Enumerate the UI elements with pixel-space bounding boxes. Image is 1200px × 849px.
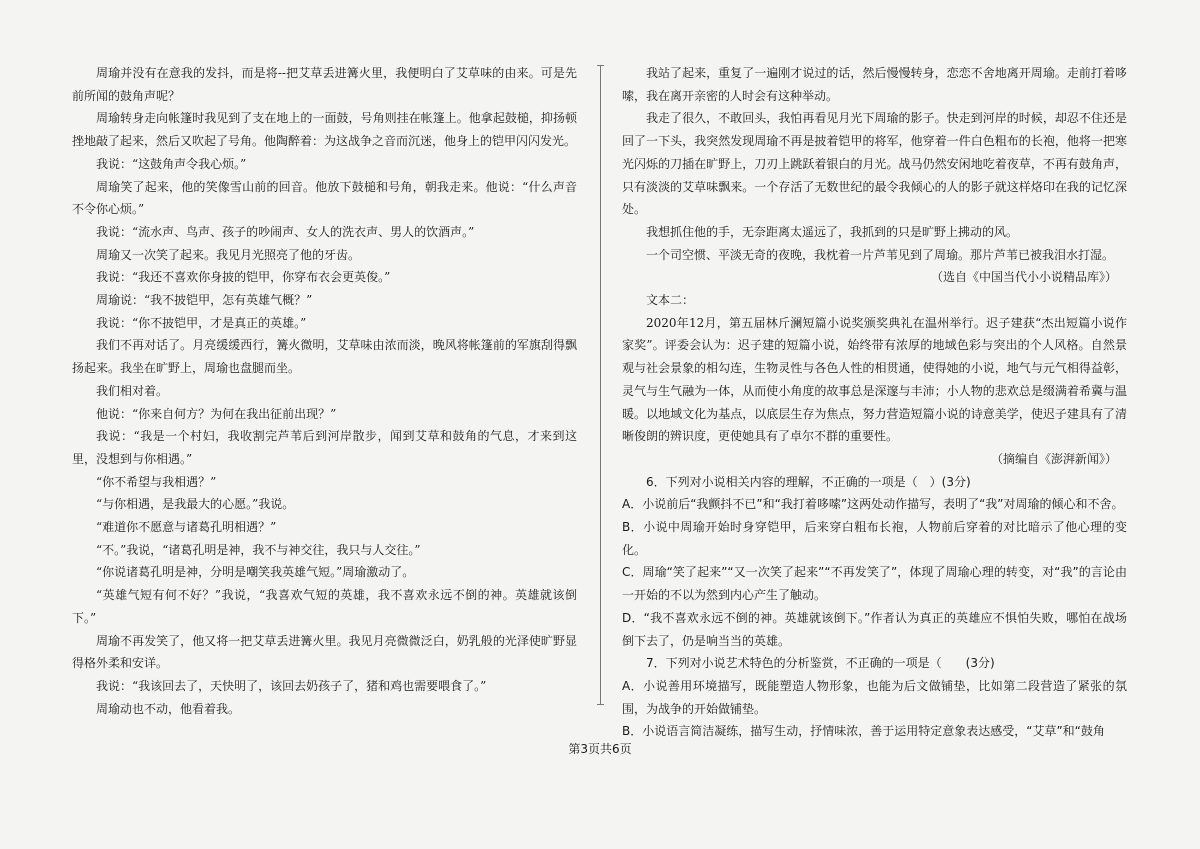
story-paragraph: 周瑜转身走向帐篷时我见到了支在地上的一面鼓，号角则挂在帐篷上。他拿起鼓槌，抑扬顿挫地敲了起来，然后又吹起了号角。他陶醉着：为这战争之音而沉迷，他身上的铠甲闪闪发光。	[72, 111, 577, 149]
divider-tick	[597, 704, 604, 705]
story-paragraph: 一个司空惯、平淡无奇的夜晚，我枕着一片芦苇见到了周瑜。那片芦苇已被我泪水打湿。	[646, 247, 1115, 262]
right-column	[622, 62, 1127, 743]
story-paragraph: 我说：“我还不喜欢你身披的铠甲，你穿布衣会更英俊。”	[96, 270, 391, 285]
divider-tick	[597, 65, 604, 66]
question-6	[622, 471, 1127, 653]
text2-body: 2020年12月，第五届林斤澜短篇小说奖颁奖典礼在温州举行。迟子建获“杰出短篇小说作家奖”。评委会认为：迟子建的短篇小说，始终带有浓厚的地域色彩与突出的个人风格。自然景观与社会景象的相勾连，生物灵性与各色人性的相贯通，使得她的小说，地气与元气相得益彰，灵气与生气融为一体，从而使小角度的故事总是深邃与丰沛；小人物的悲欢总是缀满着希冀与温暖。以地域文化为基点，以底层生存为焦点，努力营造短篇小说的诗意美学，使迟子建具有了清晰俊朗的辨识度，更使她具有了卓尔不群的重要性。	[622, 315, 1127, 444]
question-6-option-a: A．小说前后“我颤抖不已”和“我打着哆嗦”这两处动作描写，表明了“我”对周瑜的倾心和不舍。	[622, 497, 1124, 512]
story-paragraph: “你说诸葛孔明是神，分明是嘲笑我英雄气短。”周瑜激动了。	[96, 565, 415, 580]
story-paragraph: 我站了起来，重复了一遍刚才说过的话，然后慢慢转身，恋恋不舍地离开周瑜。走前打着哆嗦，我在离开亲密的人时会有这种举动。	[622, 66, 1127, 103]
story-paragraph: 周瑜笑了起来，他的笑像雪山前的回音。他放下鼓槌和号角，朝我走来。他说：“什么声音不令你心烦。”	[72, 179, 577, 217]
page-footer: 第3页共6页	[568, 742, 632, 756]
question-6-option-b: B．小说中周瑜开始时身穿铠甲，后来穿白粗布长袍，人物前后穿着的对比暗示了他心理的变化。	[622, 520, 1127, 557]
left-column	[72, 62, 577, 720]
source-citation-2: （摘编自《澎湃新闻》）	[990, 451, 1117, 466]
story-paragraph: “你不希望与我相遇？”	[96, 474, 217, 489]
question-7-option-b: B．小说语言简洁凝练，描写生动，抒情味浓，善于运用特定意象表达感受，“艾草”和“鼓角	[622, 724, 1105, 739]
source-citation-1: （选自《中国当代小小说精品库》）	[930, 270, 1117, 285]
story-paragraph: 周瑜并没有在意我的发抖，而是将--把艾草丢进篝火里，我便明白了艾草味的由来。可是先前所闻的鼓角声呢？	[72, 66, 577, 103]
story-paragraph: 周瑜说：“我不披铠甲，怎有英雄气概？”	[96, 293, 313, 308]
story-paragraph: 周瑜又一次笑了起来。我见月光照亮了他的牙齿。	[96, 247, 361, 262]
question-7	[622, 652, 1127, 743]
story-paragraph: 我说：“你不披铠甲，才是真正的英雄。”	[96, 315, 307, 330]
question-6-option-d: D．“我不喜欢永远不倒的神。英雄就该倒下。”作者认为真正的英雄应不惧怕失败，哪怕在战场倒下去了，仍是响当当的英雄。	[622, 610, 1127, 648]
story-paragraph: 我想抓住他的手，无奈距离太遥远了，我抓到的只是旷野上拂动的风。	[646, 224, 1019, 239]
question-7-option-a: A．小说善用环境描写，既能塑造人物形象，也能为后文做铺垫，比如第二段营造了紧张的氛围，为战争的开始做铺垫。	[622, 678, 1127, 716]
story-paragraph: 他说：“你来自何方？为何在我出征前出现？”	[96, 406, 337, 421]
story-paragraph: 我说：“这鼓角声令我心烦。”	[96, 156, 247, 171]
question-6-option-c: C．周瑜“笑了起来”“又一次笑了起来”“不再发笑了”，体现了周瑜心理的转变，对“我”的言论由一开始的不以为然到内心产生了触动。	[622, 565, 1127, 603]
story-paragraph: 周瑜不再发笑了，他又将一把艾草丢进篝火里。我见月亮微微泛白，奶乳般的光泽使旷野显得格外柔和安详。	[72, 633, 577, 671]
story-paragraph: 我走了很久，不敢回头，我怕再看见月光下周瑜的影子。快走到河岸的时候，却忍不住还是回了一下头，我突然发现周瑜不再是披着铠甲的将军，他穿着一件白色粗布的长袍，他将一把寒光闪烁的刀插在旷野上，刀刃上跳跃着银白的月光。战马仍然安闲地吃着夜草，不再有鼓角声，只有淡淡的艾草味飘来。一个存活了无数世纪的最令我倾心的人的影子就这样烙印在我的记忆深处。	[622, 111, 1127, 217]
story-paragraph: “与你相遇，是我最大的心愿。”我说。	[96, 497, 295, 512]
story-paragraph: “英雄气短有何不好？”我说，“我喜欢气短的英雄，我不喜欢永远不倒的神。英雄就该倒下。”	[72, 588, 577, 625]
story-paragraph: 我说：“流水声、鸟声、孩子的吵闹声、女人的洗衣声、男人的饮酒声。”	[96, 224, 475, 239]
story-ending	[622, 62, 1127, 266]
story-paragraph: 我说：“我该回去了，天快明了，该回去奶孩子了，猪和鸡也需要喂食了。”	[96, 678, 487, 693]
story-paragraph: “难道你不愿意与诸葛孔明相遇？”	[96, 520, 277, 535]
story-paragraph: 我说：“我是一个村妇，我收割完芦苇后到河岸散步，闻到艾草和鼓角的气息，才来到这里，没想到与你相遇。”	[72, 429, 577, 466]
text2-heading: 文本二：	[646, 293, 695, 308]
story-paragraph: 我们相对着。	[96, 383, 169, 398]
question-7-stem: 7．下列对小说艺术特色的分析鉴赏，不正确的一项是（ (3分)	[646, 656, 995, 671]
story-paragraph: “不。”我说，“诸葛孔明是神，我不与神交往，我只与人交往。”	[96, 542, 421, 557]
story-paragraph: 我们不再对话了。月亮缓缓西行，篝火微明，艾草味由浓而淡，晚风将帐篷前的军旗刮得飘扬起来。我坐在旷野上，周瑜也盘腿而坐。	[72, 338, 577, 376]
column-divider	[600, 65, 601, 705]
story-paragraph: 周瑜动也不动，他看着我。	[96, 701, 241, 716]
question-6-stem: 6．下列对小说相关内容的理解，不正确的一项是（ ）(3分)	[646, 474, 971, 489]
